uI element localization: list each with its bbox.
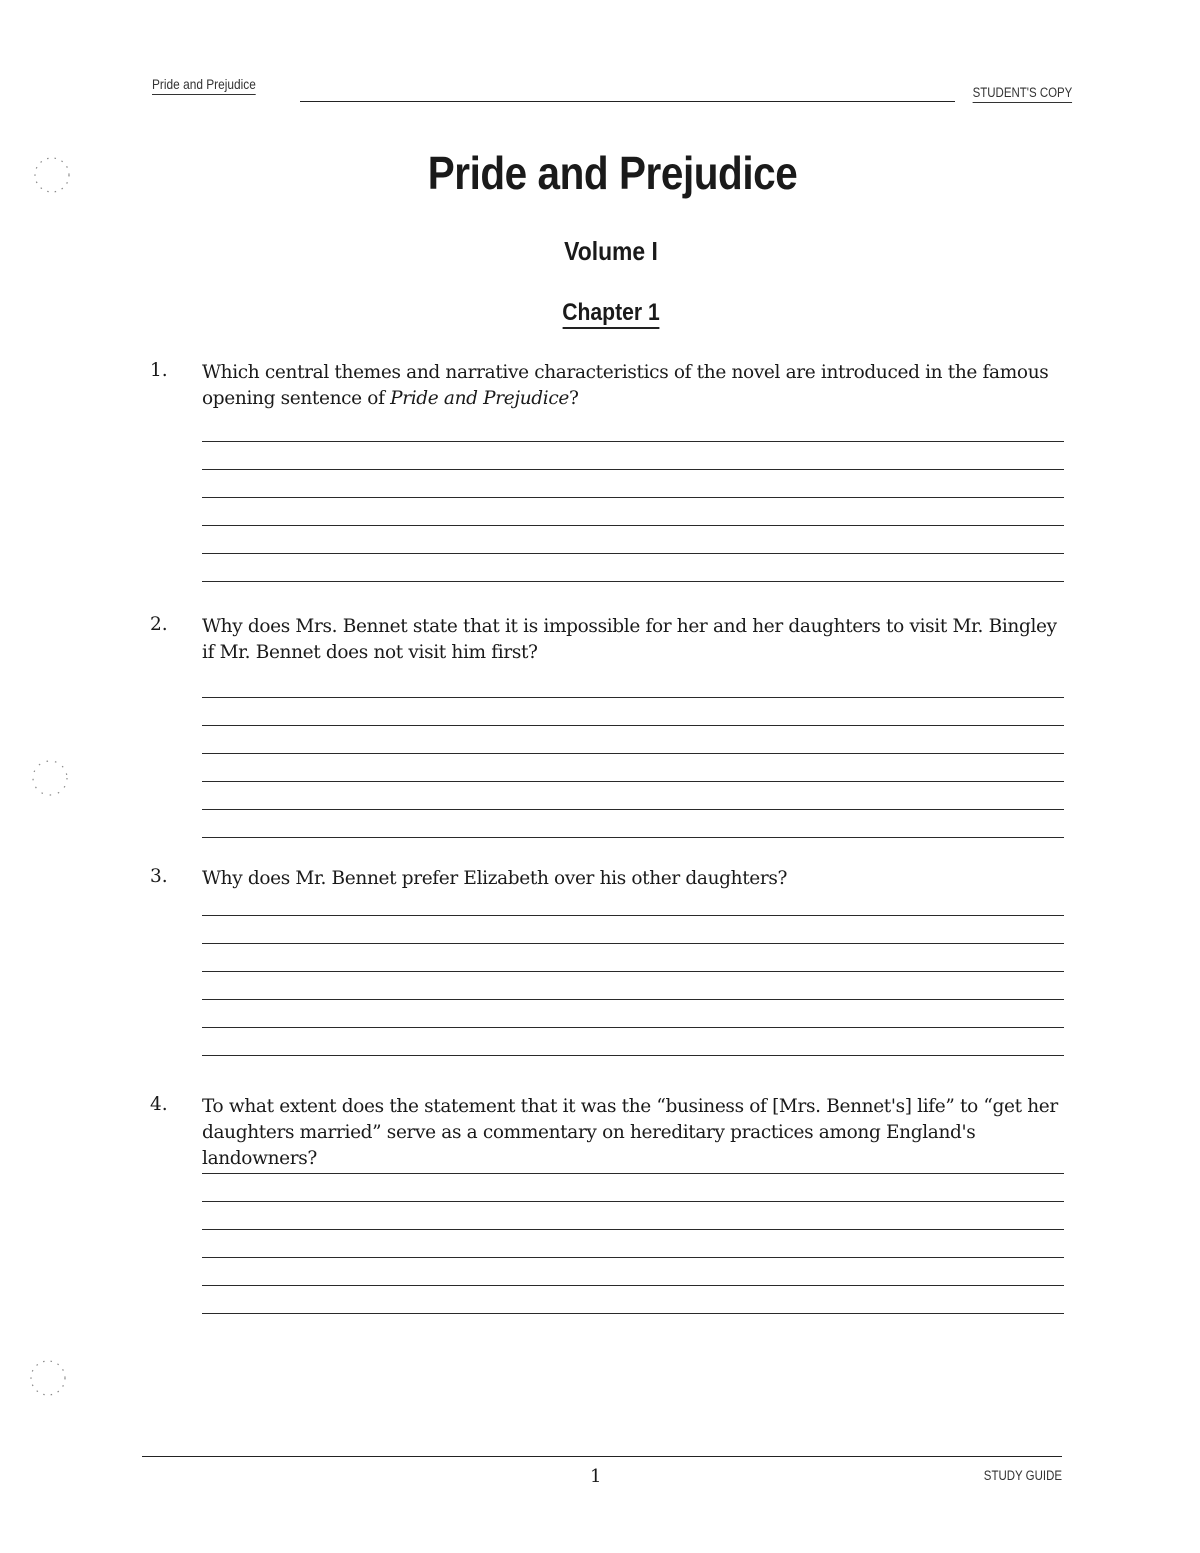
answer-line[interactable] (202, 888, 1064, 916)
answer-line[interactable] (202, 442, 1064, 470)
answer-line[interactable] (202, 916, 1064, 944)
answer-line[interactable] (202, 810, 1064, 838)
volume-heading: Volume I (564, 236, 658, 266)
question-number: 3. (150, 866, 168, 887)
answer-lines (202, 888, 1064, 1056)
question-text: Why does Mrs. Bennet state that it is impossible for her and her daughters to visit Mr. Bingley if Mr. Bennet does not visit him first? (202, 616, 1057, 663)
question-text-part: ? (568, 388, 579, 409)
answer-line[interactable] (202, 670, 1064, 698)
footer-label: STUDY GUIDE (983, 1468, 1062, 1483)
answer-line[interactable] (202, 972, 1064, 1000)
answer-line[interactable] (202, 1230, 1064, 1258)
question-text: Why does Mr. Bennet prefer Elizabeth over his other daughters? (202, 868, 788, 889)
question-text (202, 360, 1072, 412)
answer-line[interactable] (202, 526, 1064, 554)
question-number: 4. (150, 1094, 168, 1115)
answer-line[interactable] (202, 754, 1064, 782)
answer-line[interactable] (202, 1028, 1064, 1056)
running-header-label: STUDENT'S COPY (972, 85, 1072, 103)
answer-line[interactable] (202, 1202, 1064, 1230)
chapter-heading (73, 299, 1148, 327)
answer-line[interactable] (202, 1286, 1064, 1314)
page-number: 1 (590, 1466, 602, 1487)
novel-title-italic: Pride and Prejudice (390, 388, 569, 409)
question-number: 1. (150, 360, 168, 381)
chapter-heading-text: Chapter 1 (562, 299, 659, 329)
answer-line[interactable] (202, 1174, 1064, 1202)
answer-line[interactable] (202, 554, 1064, 582)
answer-line[interactable] (202, 414, 1064, 442)
header-rule (300, 101, 955, 102)
page-title: Pride and Prejudice (427, 147, 798, 199)
question-text: To what extent does the statement that it was the “business of [Mrs. Bennet's] life” to “get her daughters married” serve as a commentary on hereditary practices among England's landowners? (202, 1096, 1058, 1169)
answer-line[interactable] (202, 1000, 1064, 1028)
binder-hole-mark (32, 155, 72, 195)
running-header-title: Pride and Prejudice (152, 76, 256, 95)
answer-lines (202, 670, 1064, 838)
answer-line[interactable] (202, 782, 1064, 810)
question-text-part: Which central themes and narrative characteristics of the novel are introduced in the famous opening sentence of (202, 362, 1049, 409)
binder-hole-mark (30, 758, 70, 798)
answer-line[interactable] (202, 470, 1064, 498)
answer-line[interactable] (202, 498, 1064, 526)
answer-line[interactable] (202, 944, 1064, 972)
answer-line[interactable] (202, 698, 1064, 726)
footer-rule (142, 1456, 1062, 1457)
answer-line[interactable] (202, 1146, 1064, 1174)
answer-line[interactable] (202, 1258, 1064, 1286)
answer-line[interactable] (202, 726, 1064, 754)
answer-lines (202, 1146, 1064, 1314)
binder-hole-mark (28, 1358, 68, 1398)
answer-lines (202, 414, 1064, 582)
question-number: 2. (150, 614, 168, 635)
